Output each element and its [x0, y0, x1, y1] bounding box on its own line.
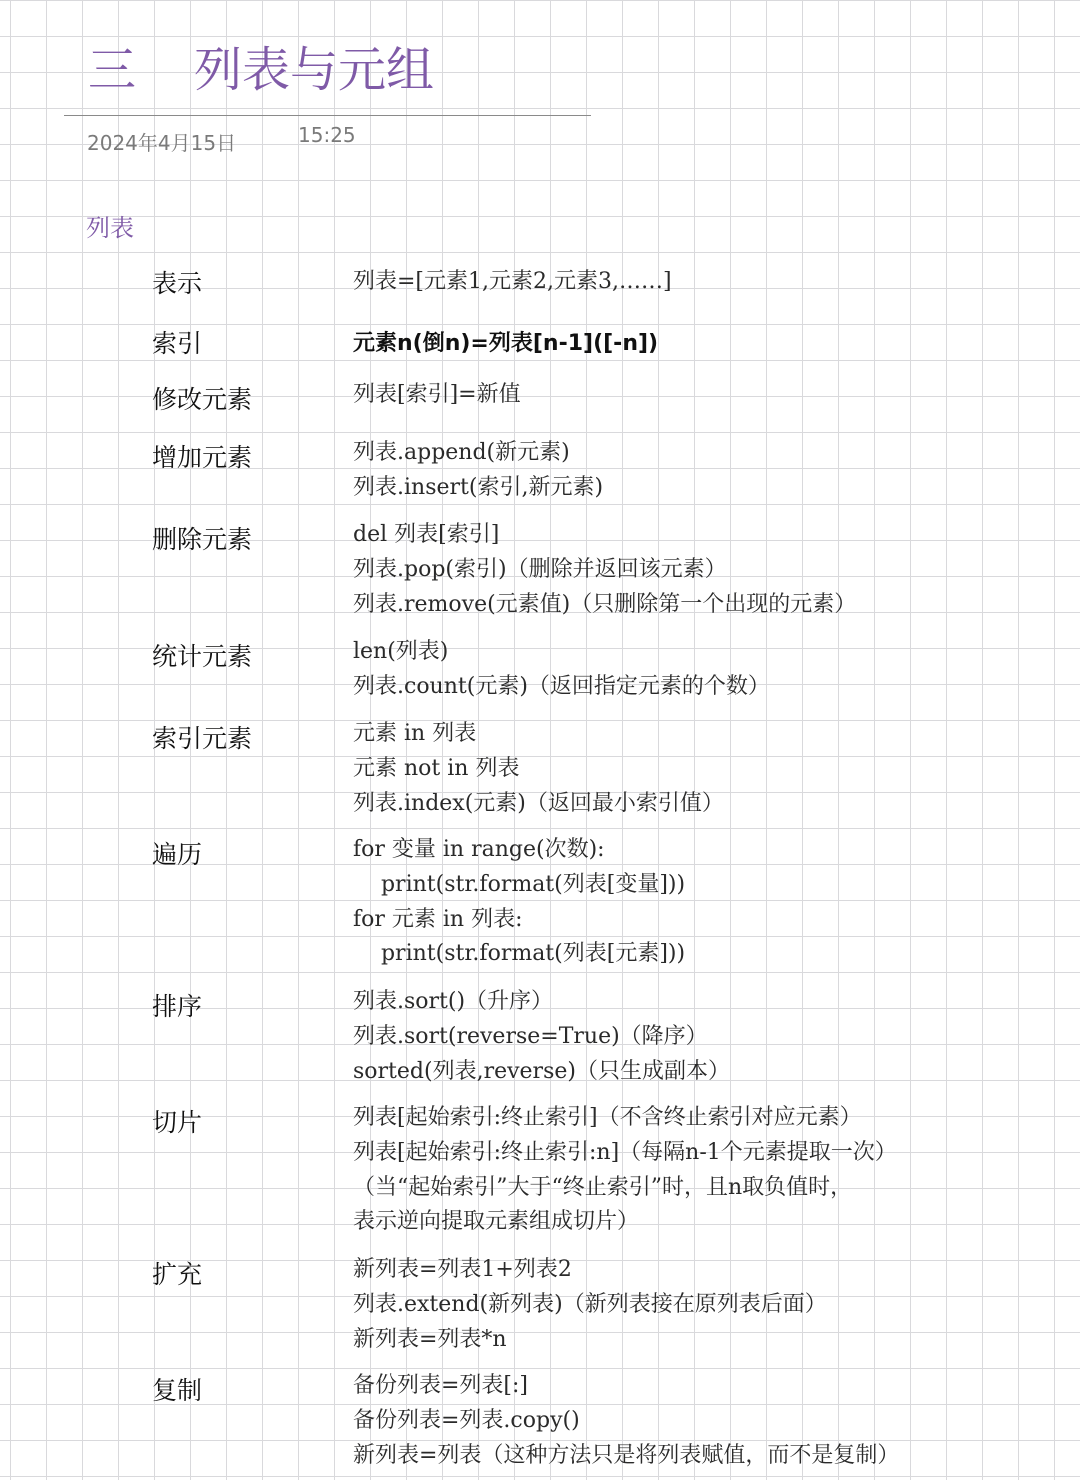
row-term: 扩充 [152, 1260, 203, 1289]
description-line: 列表.append(新元素) [353, 440, 570, 465]
row-term: 增加元素 [152, 443, 253, 472]
row-description [353, 985, 1073, 1089]
description-line: 列表[起始索引:终止索引:n]（每隔n-1个元素提取一次） [353, 1139, 897, 1165]
row-term: 切片 [152, 1108, 203, 1137]
section-heading: 列表 [86, 214, 134, 242]
note-date: 2024年4月15日 [87, 131, 237, 155]
row-description [353, 327, 1073, 362]
row-term: 统计元素 [152, 642, 253, 671]
description-line: 新列表=列表1+列表2 [353, 1257, 572, 1282]
title-underline [64, 115, 591, 116]
row-term: 删除元素 [152, 525, 253, 554]
description-line: 元素 in 列表 [353, 721, 477, 746]
row-term: 表示 [152, 269, 203, 298]
row-term: 排序 [152, 992, 203, 1021]
description-line: 列表.count(元素)（返回指定元素的个数） [353, 673, 770, 699]
description-line: 列表=[元素1,元素2,元素3,……] [353, 269, 672, 294]
description-line: for 变量 in range(次数): [353, 837, 605, 862]
description-line: 列表[索引]=新值 [353, 382, 521, 407]
description-line: print(str.format(列表[元素])) [353, 941, 686, 967]
row-description [353, 378, 1073, 413]
description-line: 列表.remove(元素值)（只删除第一个出现的元素） [353, 591, 857, 617]
description-line: 新列表=列表（这种方法只是将列表赋值，而不是复制） [353, 1442, 900, 1468]
description-line: 备份列表=列表.copy() [353, 1407, 580, 1433]
row-description [353, 833, 1073, 972]
description-line: 列表.insert(索引,新元素) [353, 474, 604, 500]
row-term: 修改元素 [152, 385, 253, 414]
description-line: 列表.sort(reverse=True)（降序） [353, 1023, 708, 1049]
row-description [353, 518, 1073, 622]
description-line: 表示逆向提取元素组成切片） [353, 1209, 640, 1235]
row-term: 遍历 [152, 840, 203, 869]
row-description [353, 265, 1073, 300]
description-line: del 列表[索引] [353, 522, 500, 547]
description-line: 列表.sort()（升序） [353, 989, 554, 1014]
row-description [353, 1369, 1073, 1473]
row-description [353, 436, 1073, 506]
row-term: 复制 [152, 1376, 203, 1405]
chapter-number: 三 [88, 42, 137, 98]
description-line: 备份列表=列表[:] [353, 1373, 529, 1398]
note-time: 15:25 [298, 123, 356, 147]
description-line: sorted(列表,reverse)（只生成副本） [353, 1058, 730, 1084]
description-line: 元素 not in 列表 [353, 755, 520, 781]
description-line: print(str.format(列表[变量])) [353, 871, 686, 897]
description-line: 列表.extend(新列表)（新列表接在原列表后面） [353, 1291, 827, 1317]
description-line: 列表.pop(索引)（删除并返回该元素） [353, 556, 727, 582]
row-description [353, 1253, 1073, 1357]
row-description [353, 1101, 1073, 1240]
row-term: 索引元素 [152, 724, 253, 753]
row-term: 索引 [152, 329, 203, 358]
description-line: len(列表) [353, 639, 449, 664]
description-line: 列表.index(元素)（返回最小索引值） [353, 790, 724, 816]
description-line: for 元素 in 列表: [353, 906, 523, 932]
description-line: 新列表=列表*n [353, 1326, 507, 1352]
row-description [353, 717, 1073, 821]
description-line: 元素n(倒n)=列表[n-1]([-n]) [353, 331, 659, 356]
chapter-title: 列表与元组 [194, 42, 435, 98]
page-title [88, 38, 434, 102]
description-line: 列表[起始索引:终止索引]（不含终止索引对应元素） [353, 1105, 862, 1130]
row-description [353, 635, 1073, 705]
description-line: （当“起始索引”大于“终止索引”时，且n取负值时， [353, 1174, 853, 1200]
